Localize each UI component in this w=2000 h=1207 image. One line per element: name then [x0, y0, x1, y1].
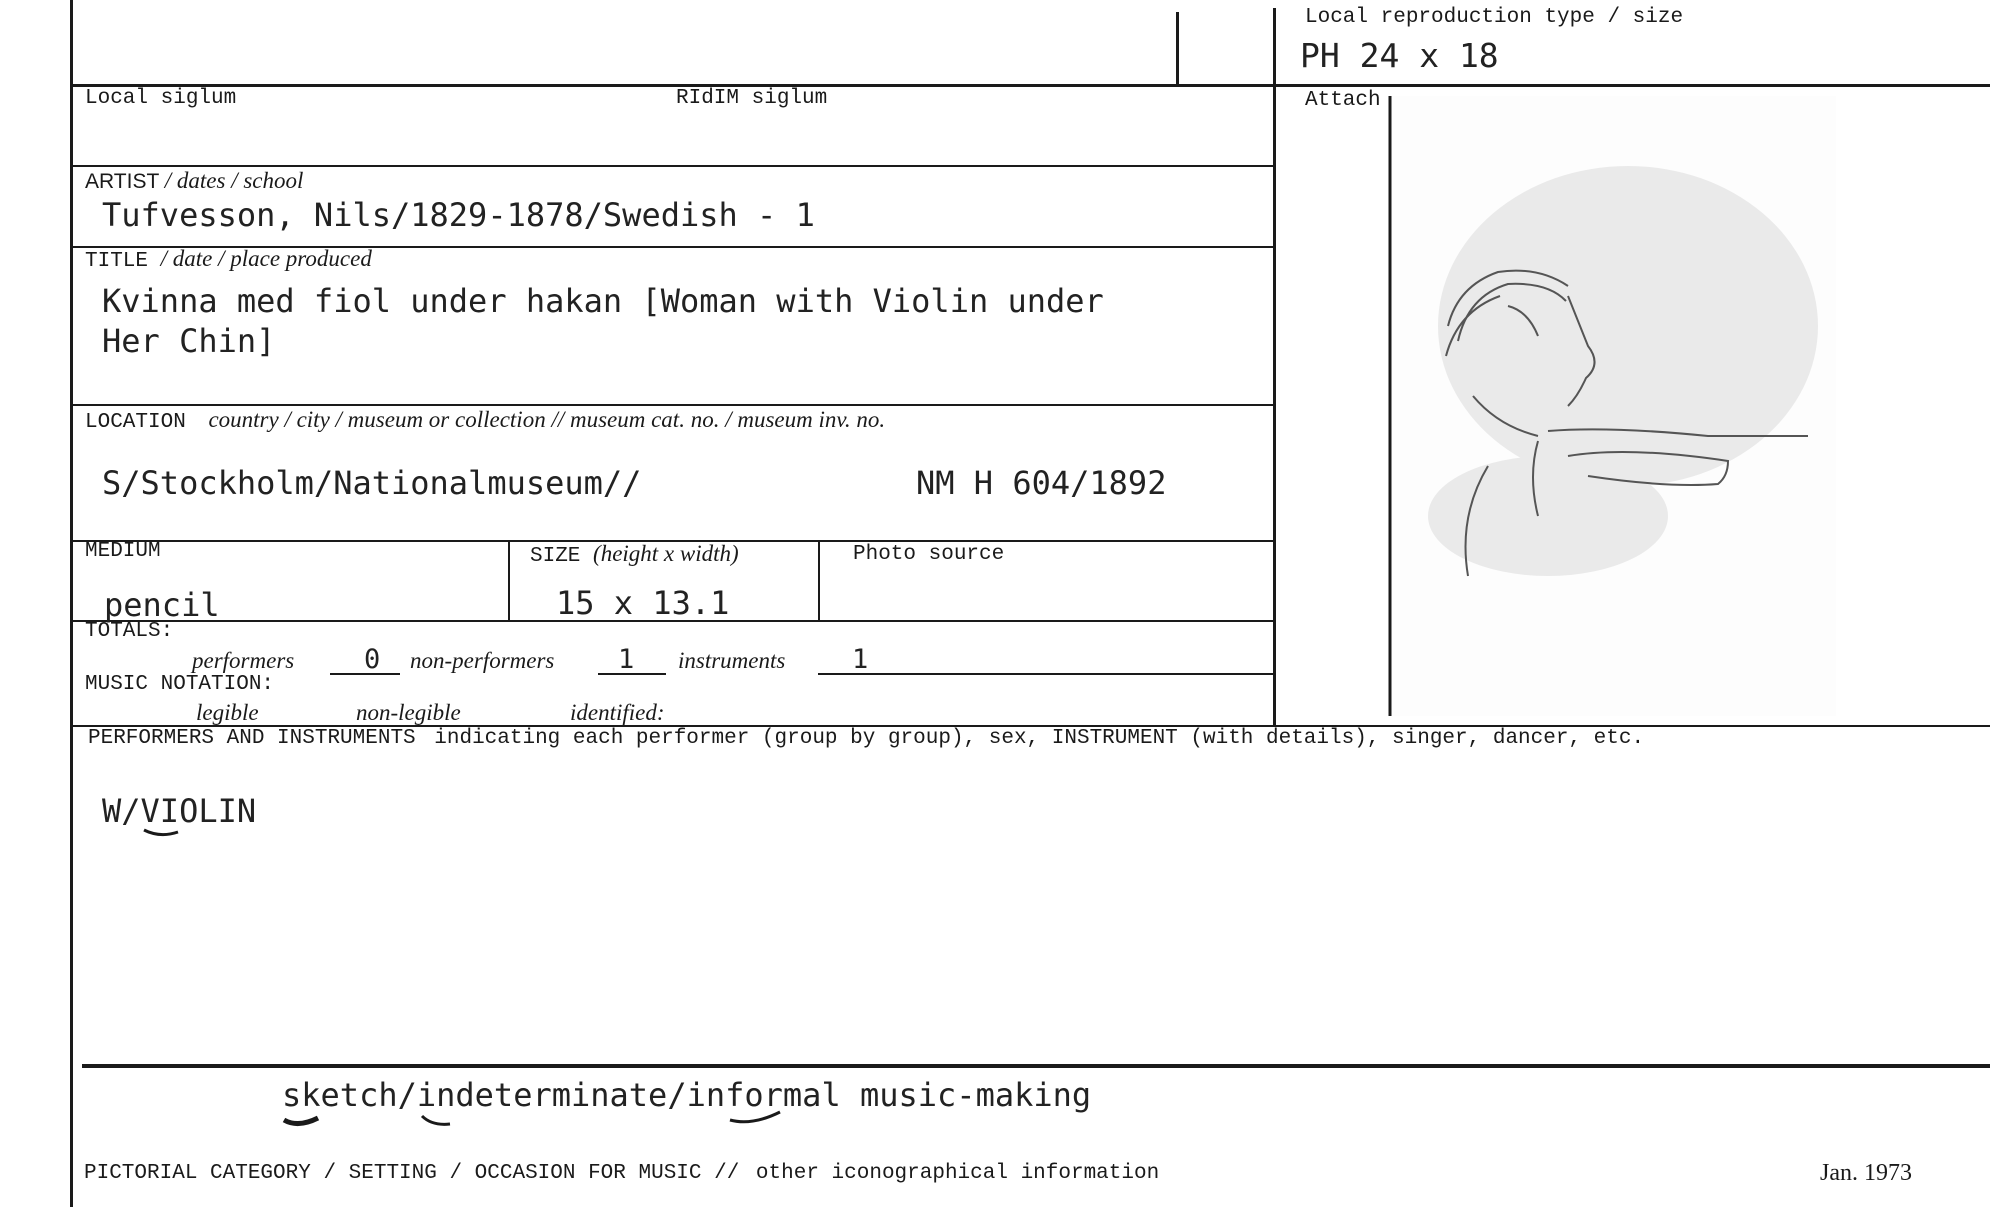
reproduction-value: PH 24 x 18 — [1300, 36, 1499, 75]
performers-instruments-label-main: PERFORMERS AND INSTRUMENTS — [88, 727, 416, 750]
location-label — [85, 407, 885, 434]
attach-label: Attach — [1305, 89, 1381, 112]
location-value: S/Stockholm/Nationalmuseum// — [102, 464, 642, 502]
totals-label: TOTALS: — [85, 620, 174, 643]
local-reproduction-label: Local reproduction type / size — [1305, 6, 1684, 29]
music-notation-label: MUSIC NOTATION: — [85, 673, 275, 696]
size-label-main: SIZE — [530, 545, 581, 568]
ridim-siglum-label: RIdIM siglum — [676, 87, 828, 110]
local-siglum-label: Local siglum — [85, 87, 237, 110]
performers-label: performers — [192, 648, 295, 673]
right-column-divider — [1273, 8, 1276, 726]
artist-label — [85, 168, 303, 194]
size-value: 15 x 13.1 — [556, 584, 730, 622]
pictorial-category-label-sub: other iconographical information — [755, 1162, 1160, 1185]
title-label-sub: / date / place produced — [160, 246, 372, 271]
medium-label: MEDIUM — [85, 540, 161, 563]
left-border — [70, 0, 73, 1207]
location-label-main: LOCATION — [85, 411, 186, 434]
identified-label: identified: — [570, 700, 665, 725]
top-divider-small — [1176, 12, 1179, 84]
performers-count: 0 — [364, 644, 381, 675]
performers-instruments-value: W/VIOLIN — [102, 792, 257, 830]
non-performers-count: 1 — [618, 644, 635, 675]
performers-instruments-label-sub: indicating each performer (group by group), sex, INSTRUMENT (with details), singer, dancer, etc. — [434, 727, 1645, 750]
performers-instruments-label — [88, 727, 1644, 750]
instruments-underline — [828, 673, 1273, 675]
category-underline-marks — [282, 1106, 802, 1132]
header-rule — [70, 84, 1990, 87]
artist-label-main: ARTIST — [85, 170, 159, 193]
pictorial-category-label-main: PICTORIAL CATEGORY / SETTING / OCCASION FOR MUSIC // — [84, 1162, 740, 1185]
medium-size-divider — [508, 540, 510, 622]
artist-value: Tufvesson, Nils/1829-1878/Swedish - 1 — [102, 196, 815, 234]
siglum-rule — [70, 165, 1273, 167]
size-label — [530, 541, 739, 568]
attached-photo — [1388, 96, 1836, 716]
size-photo-divider — [818, 540, 820, 622]
category-value: sketch/indeterminate/informal music-making — [282, 1076, 1092, 1114]
artist-label-sub: / dates / school — [164, 168, 304, 193]
legible-label: legible — [196, 700, 259, 725]
pictorial-category-label — [84, 1162, 1159, 1185]
photo-source-label: Photo source — [853, 543, 1005, 566]
size-label-sub: (height x width) — [593, 541, 739, 566]
title-label — [85, 246, 372, 273]
title-value-line2: Her Chin] — [102, 322, 276, 360]
date-value: Jan. 1973 — [1820, 1160, 1912, 1186]
title-rule — [70, 404, 1273, 406]
title-label-main: TITLE — [85, 250, 149, 273]
instruments-label: instruments — [678, 648, 786, 673]
category-rule — [82, 1064, 1990, 1068]
medium-value: pencil — [104, 586, 220, 624]
violin-underline-mark — [142, 824, 182, 838]
title-value-line1: Kvinna med fiol under hakan [Woman with Violin under — [102, 282, 1104, 320]
location-label-sub: country / city / museum or collection // museum cat. no. / museum inv. no. — [208, 407, 886, 432]
inventory-number-value: NM H 604/1892 — [916, 464, 1167, 502]
non-performers-label: non-performers — [410, 648, 555, 673]
non-legible-label: non-legible — [356, 700, 461, 725]
instruments-count: 1 — [852, 644, 869, 675]
